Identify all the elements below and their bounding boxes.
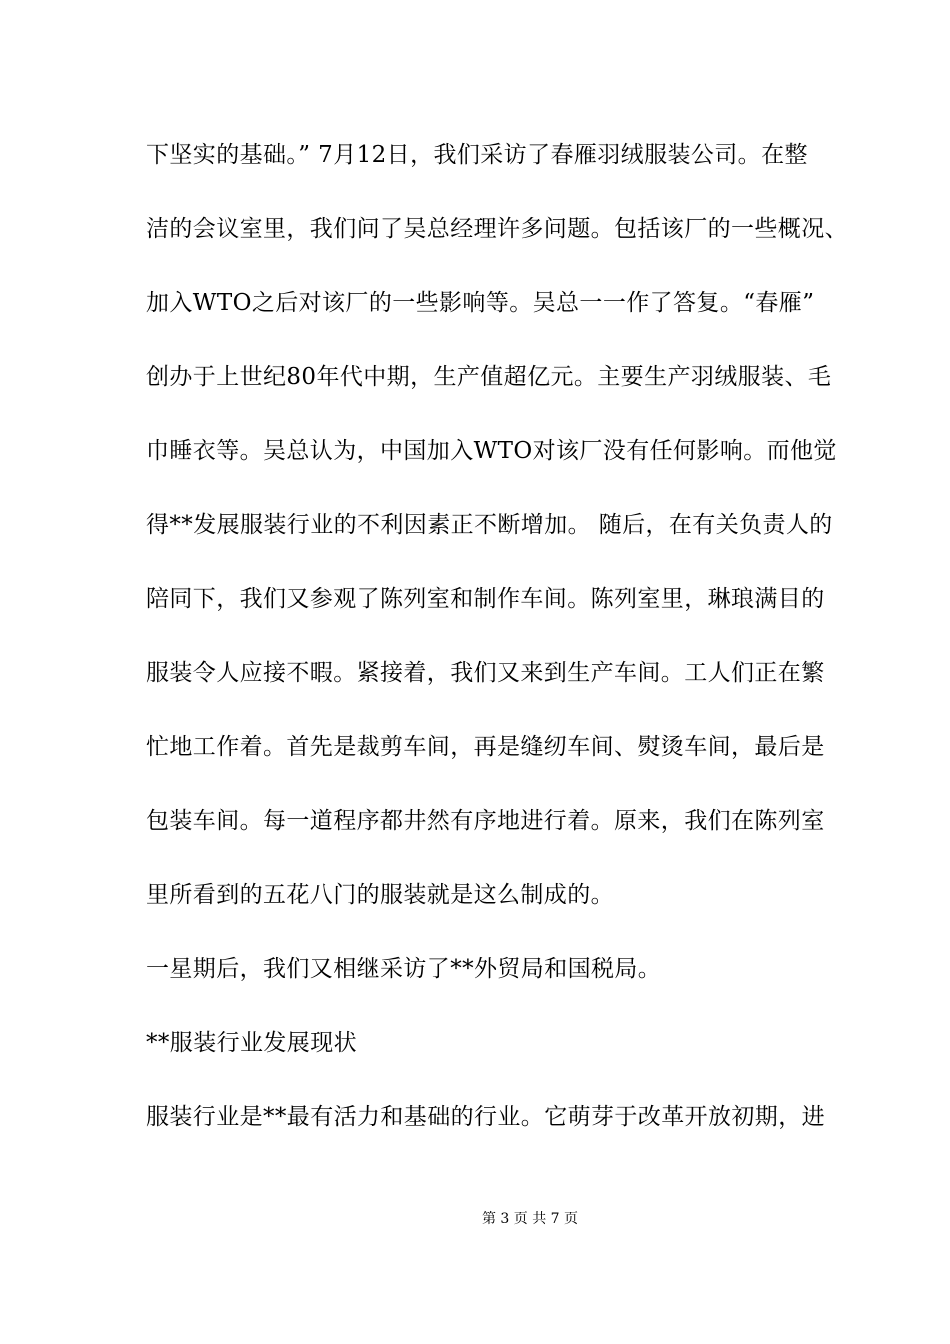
paragraph-line: 里所看到的五花八门的服装就是这么制成的。 bbox=[146, 882, 614, 908]
paragraph-line: 下坚实的基础。” 7月12日，我们采访了春雁羽绒服装公司。在整 bbox=[146, 142, 808, 168]
paragraph-line: 创办于上世纪80年代中期，生产值超亿元。主要生产羽绒服装、毛 bbox=[146, 364, 832, 390]
paragraph-line: 包装车间。每一道程序都井然有序地进行着。原来，我们在陈列室 bbox=[146, 808, 825, 834]
paragraph-line: 得**发展服装行业的不利因素正不断增加。 随后，在有关负责人的 bbox=[146, 512, 833, 538]
paragraph-line: 服装行业是**最有活力和基础的行业。它萌芽于改革开放初期，进 bbox=[146, 1104, 825, 1130]
page-number-footer: 第 3 页 共 7 页 bbox=[481, 1211, 579, 1227]
paragraph-line: 忙地工作着。首先是裁剪车间，再是缝纫车间、熨烫车间，最后是 bbox=[146, 734, 825, 760]
paragraph-line: 加入WTO之后对该厂的一些影响等。吴总一一作了答复。“春雁” bbox=[146, 290, 815, 316]
paragraph-line: 陪同下，我们又参观了陈列室和制作车间。陈列室里，琳琅满目的 bbox=[146, 586, 825, 612]
paragraph-line: 洁的会议室里，我们问了吴总经理许多问题。包括该厂的一些概况、 bbox=[146, 216, 848, 242]
paragraph-line: 服装令人应接不暇。紧接着，我们又来到生产车间。工人们正在繁 bbox=[146, 660, 825, 686]
paragraph-line: 巾睡衣等。吴总认为，中国加入WTO对该厂没有任何影响。而他觉 bbox=[146, 438, 837, 464]
paragraph-line: 一星期后，我们又相继采访了**外贸局和国税局。 bbox=[146, 956, 662, 982]
section-heading: **服装行业发展现状 bbox=[146, 1030, 357, 1056]
